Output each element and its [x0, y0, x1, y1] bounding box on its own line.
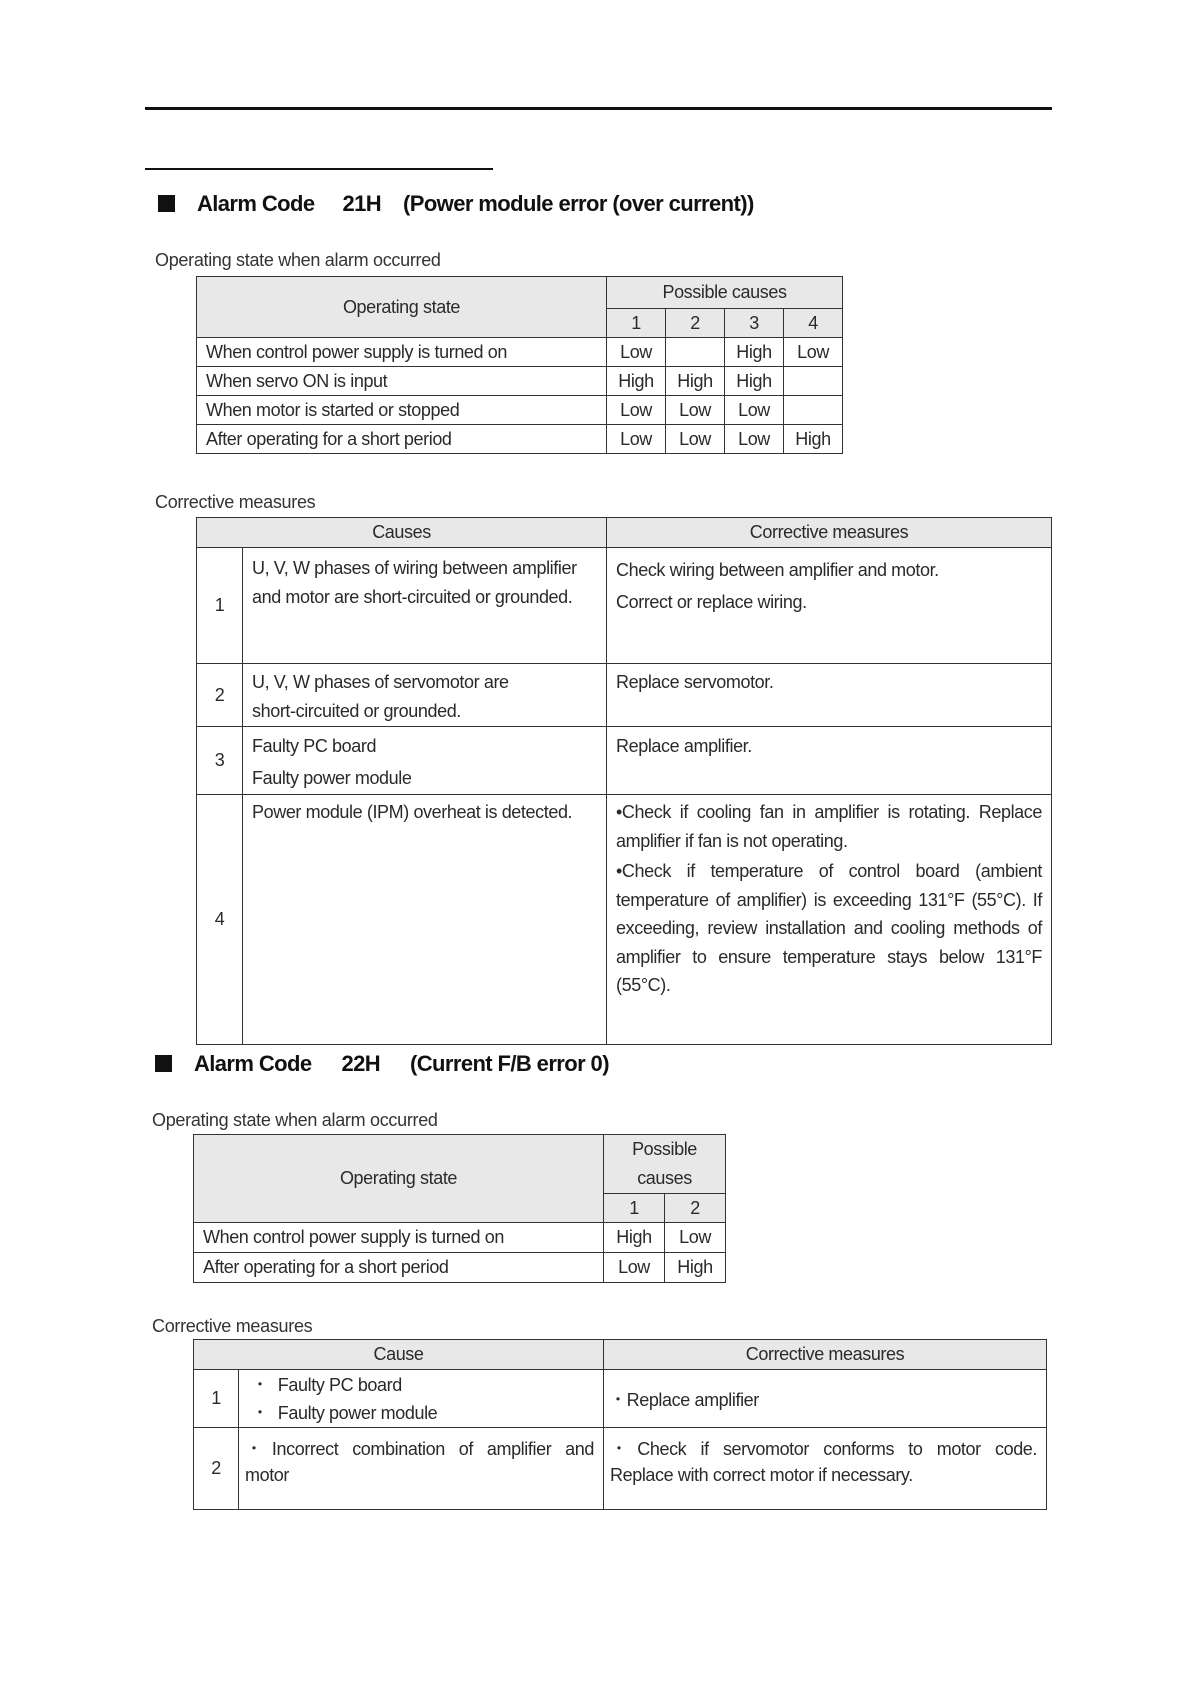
header-operating-state: Operating state [197, 277, 607, 338]
op-state-table-1 [196, 276, 843, 454]
alarm-code: 22H [341, 1051, 381, 1076]
table-row: 1 U, V, W phases of wiring between amplifier and motor are short-circuited or grounded. Check wiring between amplifier and motor. Correct or replace wiring. [197, 548, 1052, 664]
top-rule [145, 107, 1052, 110]
header-corrective-measures: Corrective measures [604, 1340, 1047, 1370]
header-cause: Cause [194, 1340, 604, 1370]
table-row: 1 ・ Faulty PC board ・ Faulty power module ・Replace amplifier [194, 1370, 1047, 1428]
header-operating-state: Operating state [194, 1135, 604, 1223]
cause-number: 1 [604, 1194, 665, 1223]
alarm-code-label: Alarm Code [197, 191, 315, 216]
alarm-21h-heading [158, 191, 754, 217]
section-rule [145, 168, 493, 170]
header-corrective-measures: Corrective measures [607, 518, 1052, 548]
table-row: After operating for a short period Low Low Low High [197, 425, 843, 454]
table-row: 2 ・Incorrect combination of amplifier and motor ・Check if servomotor conforms to motor code. Replace with correct motor if necessary. [194, 1428, 1047, 1510]
cause-number: 4 [784, 309, 843, 338]
alarm-22h-heading [155, 1051, 609, 1077]
alarm-code: 21H [342, 191, 382, 216]
square-bullet-icon [158, 195, 175, 212]
op-state-table-2 [193, 1134, 726, 1283]
op-state-caption-2: Operating state when alarm occurred [152, 1110, 438, 1130]
header-causes: Causes [197, 518, 607, 548]
table-row: When motor is started or stopped Low Low Low [197, 396, 843, 425]
measure-fan-check: •Check if cooling fan in amplifier is rotating. Replace amplifier if fan is not operating. [616, 802, 1043, 851]
corrective-table-2 [193, 1339, 1047, 1510]
table-row: 2 U, V, W phases of servomotor are short-circuited or grounded. Replace servomotor. [197, 664, 1052, 727]
header-possible-causes: Possible causes [604, 1135, 726, 1194]
table-row: After operating for a short period Low High [194, 1253, 726, 1283]
header-possible-causes: Possible causes [607, 277, 843, 309]
table-row: When control power supply is turned on High Low [194, 1223, 726, 1253]
cause-number: 2 [666, 309, 725, 338]
square-bullet-icon [155, 1055, 172, 1072]
table-row: 3 Faulty PC board Faulty power module Replace amplifier. [197, 727, 1052, 795]
corrective-table-1 [196, 517, 1052, 1045]
table-row: When servo ON is input High High High [197, 367, 843, 396]
cause-number: 2 [665, 1194, 726, 1223]
table-row: 4 Power module (IPM) overheat is detected. •Check if cooling fan in amplifier is rotating. Replace amplifier if fan is not operating. •Check if temperature of control board (ambient temperature of amplifier) is exceeding 131°F (55°C). If exceeding, review installation and cooling methods of amplifier to ensure temperature stays below 131°F (55°C). [197, 795, 1052, 1045]
corrective-caption-1: Corrective measures [155, 492, 316, 512]
op-state-caption-1: Operating state when alarm occurred [155, 250, 441, 270]
alarm-title: (Power module error (over current)) [403, 191, 754, 216]
cause-number: 3 [725, 309, 784, 338]
measure-temperature-check: •Check if temperature of control board (ambient temperature of amplifier) is exceeding 131°F (55°C). If exceeding, review installation and cooling methods of amplifier to ensure temperature stays below 131°F (55°C). [616, 861, 1043, 995]
alarm-code-label: Alarm Code [194, 1051, 312, 1076]
alarm-title: (Current F/B error 0) [410, 1051, 609, 1076]
corrective-caption-2: Corrective measures [152, 1316, 313, 1336]
cause-number: 1 [607, 309, 666, 338]
table-row: When control power supply is turned on Low High Low [197, 338, 843, 367]
